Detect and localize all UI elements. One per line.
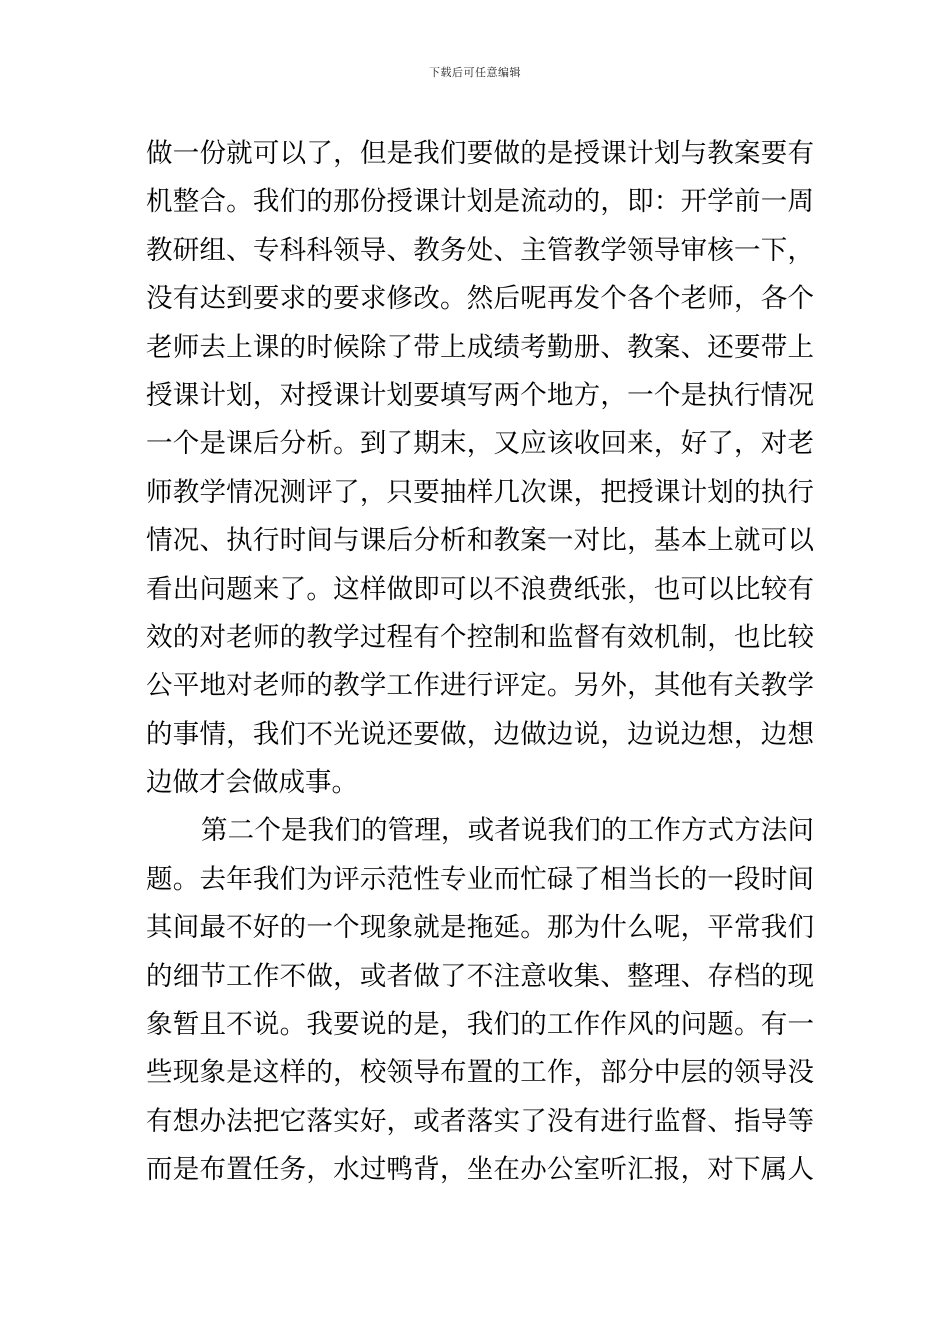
page-header: 下载后可任意编辑 [429, 66, 521, 79]
text-line: 看出问题来了。这样做即可以不浪费纸张，也可以比较有 [146, 573, 814, 605]
text-line: 机整合。我们的那份授课计划是流动的，即：开学前一周 [146, 186, 814, 218]
text-line: 有想办法把它落实好，或者落实了没有进行监督、指导等 [146, 1105, 814, 1137]
text-line: 象暂且不说。我要说的是，我们的工作作风的问题。有一 [146, 1009, 814, 1041]
text-line: 老师去上课的时候除了带上成绩考勤册、教案、还要带上 [146, 331, 814, 363]
body-text [146, 130, 814, 1195]
text-line: 做一份就可以了，但是我们要做的是授课计划与教案要有 [146, 138, 814, 169]
text-line: 而是布置任务，水过鸭背，坐在办公室听汇报，对下属人 [146, 1154, 814, 1186]
text-line: 的事情，我们不光说还要做，边做边说，边说边想，边想 [146, 718, 814, 750]
text-line: 教研组、专科科领导、教务处、主管教学领导审核一下， [146, 234, 814, 266]
text-line: 的细节工作不做，或者做了不注意收集、整理、存档的现 [146, 960, 814, 992]
text-line-paragraph-end: 边做才会做成事。 [146, 767, 358, 799]
text-line: 效的对老师的教学过程有个控制和监督有效机制，也比较 [146, 621, 814, 653]
text-line: 其间最不好的一个现象就是拖延。那为什么呢，平常我们 [146, 912, 814, 944]
text-line: 情况、执行时间与课后分析和教案一对比，基本上就可以 [146, 525, 814, 557]
text-line: 题。去年我们为评示范性专业而忙碌了相当长的一段时间 [146, 863, 814, 895]
text-line: 公平地对老师的教学工作进行评定。另外，其他有关教学 [146, 670, 814, 702]
text-line: 些现象是这样的，校领导布置的工作，部分中层的领导没 [146, 1057, 814, 1089]
text-line: 授课计划，对授课计划要填写两个地方，一个是执行情况 [146, 379, 814, 411]
text-line: 没有达到要求的要求修改。然后呢再发个各个老师，各个 [146, 283, 814, 315]
text-line: 一个是课后分析。到了期末，又应该收回来，好了，对老 [146, 428, 814, 460]
text-line: 师教学情况测评了，只要抽样几次课，把授课计划的执行 [146, 476, 814, 508]
text-line-paragraph-start: 第二个是我们的管理，或者说我们的工作方式方法问 [201, 815, 814, 847]
